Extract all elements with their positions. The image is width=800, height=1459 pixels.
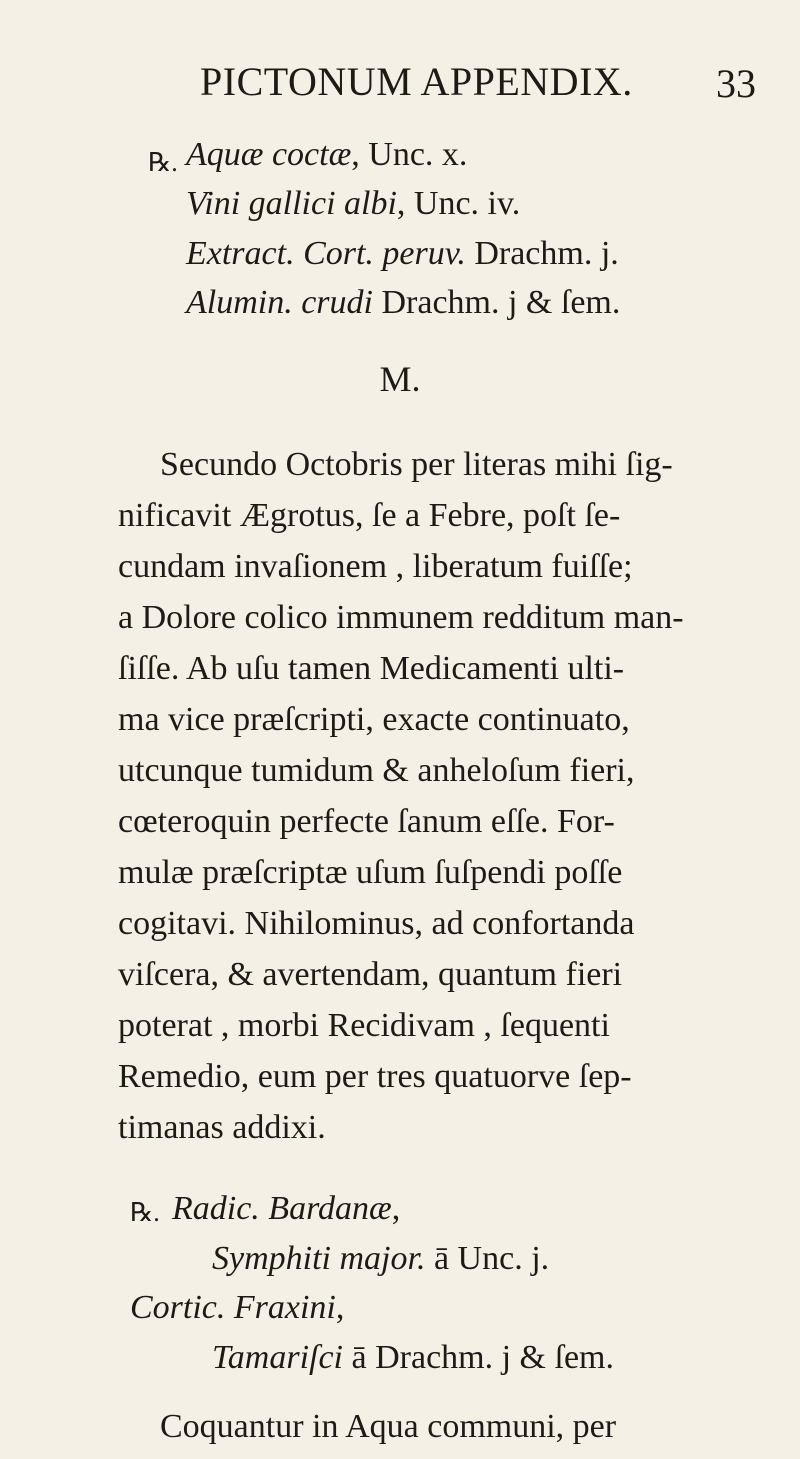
ingredient-name: Alumin. crudi [186, 284, 373, 321]
text-line: ma vice præſcripti, exacte continuato, [118, 701, 630, 738]
ingredient-dose: , Unc. x. [351, 136, 468, 173]
page-header [0, 58, 800, 108]
recipe-line [130, 1291, 344, 1325]
ingredient-dose: Drachm. j. [465, 235, 619, 272]
ingredient-name: Cortic. Fraxini [130, 1289, 336, 1326]
recipe-line [186, 187, 520, 221]
text-line: cogitavi. Nihilominus, ad confortanda [118, 905, 635, 942]
text-line: viſcera, & avertendam, quantum fieri [118, 956, 623, 993]
ingredient-name: Extract. Cort. peruv. [186, 235, 466, 272]
ingredient-name: Tamariſci [212, 1339, 344, 1376]
ingredient-name: Aquæ coctæ [186, 136, 352, 173]
ingredient-dose: Drachm. j & ſem. [372, 284, 621, 321]
text-line: utcunque tumidum & anheloſum fieri, [118, 752, 635, 789]
text-line: timanas addixi. [118, 1109, 326, 1146]
recipe-line [186, 237, 619, 271]
recipe-symbol: ℞. [148, 148, 178, 177]
ingredient-dose: , [335, 1289, 345, 1326]
recipe-symbol: ℞. [130, 1198, 160, 1227]
misce-mark: M. [379, 359, 421, 399]
page-number: 33 [716, 61, 756, 106]
recipe-line [172, 1192, 400, 1226]
ingredient-dose: , Unc. iv. [396, 185, 521, 222]
text-line: cundam invaſionem , liberatum fuiſſe; [118, 548, 633, 585]
ingredient-dose: ā Unc. j. [425, 1240, 550, 1277]
ingredient-name: Symphiti major. [212, 1240, 426, 1277]
recipe-line [186, 286, 620, 320]
text-line: ſiſſe. Ab uſu tamen Medicamenti ulti- [118, 650, 625, 687]
text-line-content: a Dolore colico immunem redditum man- [118, 599, 684, 636]
recipe-line [212, 1242, 549, 1276]
text-line: poterat , morbi Recidivam , ſequenti [118, 1007, 610, 1044]
text-line: nificavit Ægrotus, ſe a Febre, poſt ſe- [118, 497, 621, 534]
ingredient-dose: , [391, 1190, 401, 1227]
text-line: Secundo Octobris per literas mihi ſig- [160, 446, 673, 483]
text-line: Coquantur in Aqua communi, per [160, 1408, 617, 1445]
text-line: cœteroquin perfecte ſanum eſſe. For- [118, 803, 615, 840]
text-line: mulæ præſcriptæ uſum ſuſpendi poſſe [118, 854, 623, 891]
ingredient-dose: ā Drachm. j & ſem. [343, 1339, 614, 1376]
running-title: PICTONUM APPENDIX. [200, 59, 633, 104]
recipe-line [212, 1341, 614, 1375]
ingredient-name: Radic. Bardanæ [172, 1190, 392, 1227]
recipe-line [186, 138, 467, 172]
ingredient-name: Vini gallici albi [186, 185, 397, 222]
text-line [118, 601, 684, 635]
text-line: Remedio, eum per tres quatuorve ſep- [118, 1058, 632, 1095]
